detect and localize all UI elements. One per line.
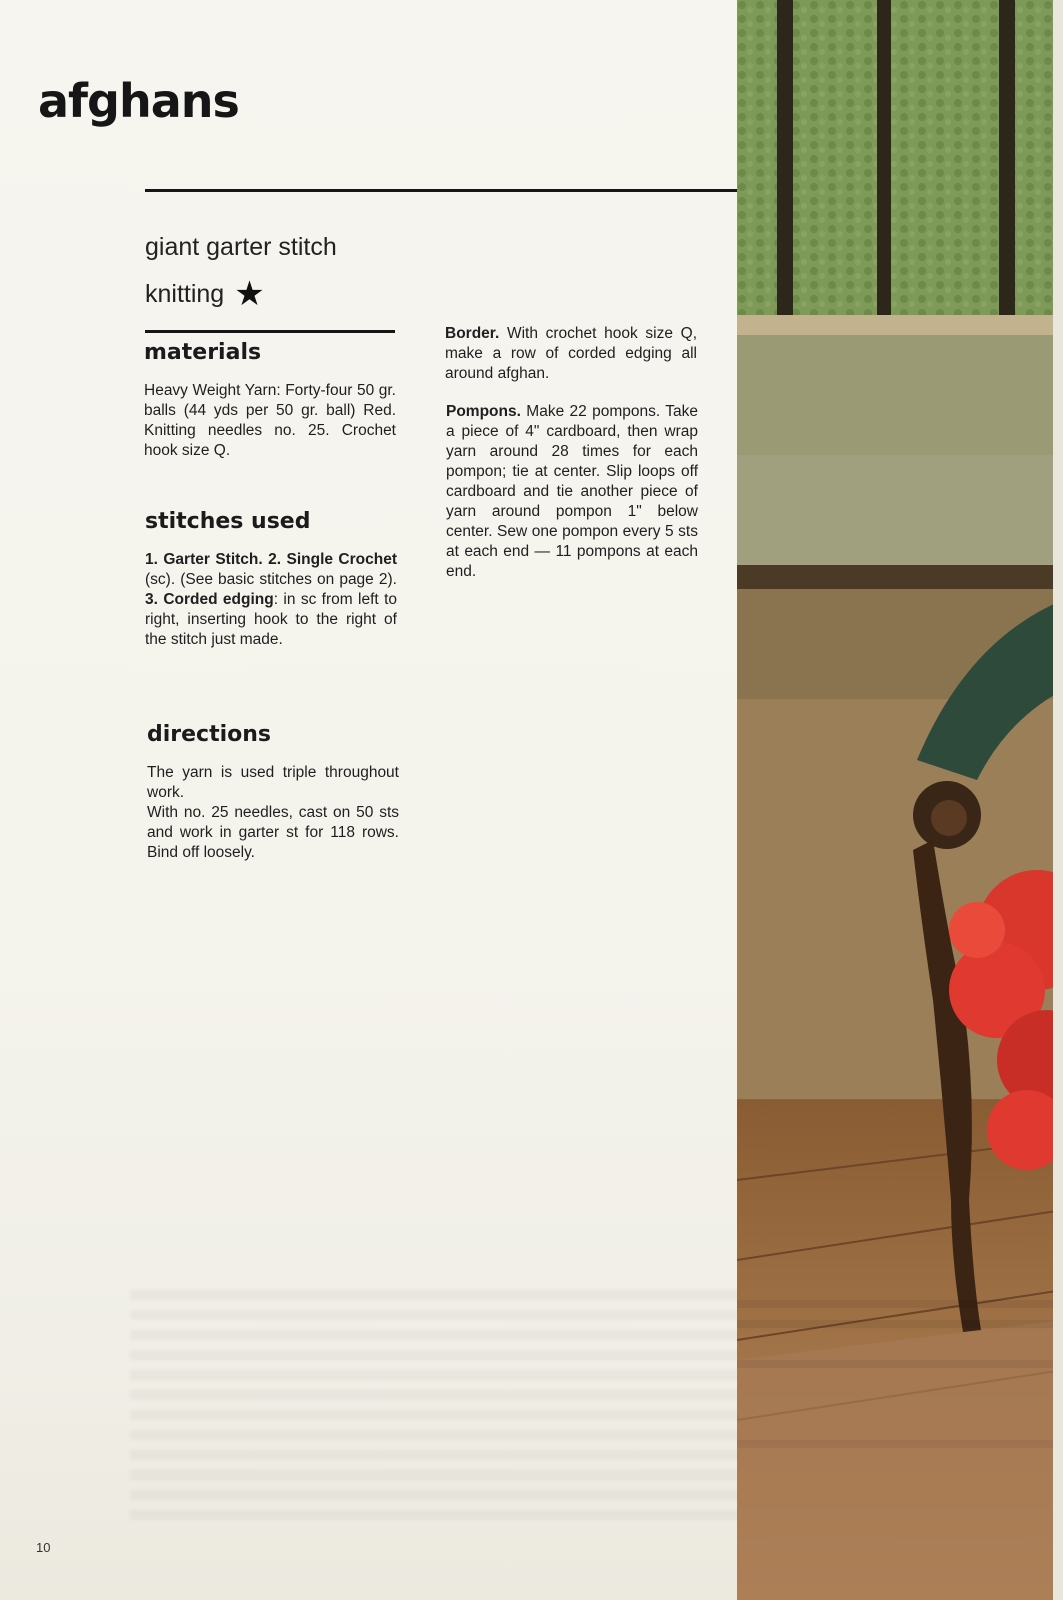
pompons-label: Pompons. <box>446 403 521 420</box>
section-rule <box>145 330 395 333</box>
stitch-2-name: Single Crochet <box>286 551 397 568</box>
window-glass <box>737 335 1063 455</box>
star-icon: ★ <box>234 275 265 313</box>
window-frame <box>737 315 1063 335</box>
pompons-section <box>446 402 698 582</box>
railing-bar <box>877 0 891 320</box>
railing-bar <box>999 0 1015 320</box>
directions-section <box>147 722 399 863</box>
page-number: 10 <box>36 1540 51 1555</box>
stitch-3-name: Corded edging <box>163 591 274 608</box>
border-section <box>445 324 697 384</box>
subtitle-line-2 <box>145 271 337 318</box>
railing-bar <box>777 0 793 330</box>
stitches-text <box>145 550 397 650</box>
page-title: afghans <box>38 74 239 128</box>
photo-illustration <box>737 0 1063 1600</box>
materials-heading: materials <box>144 340 262 365</box>
subtitle-technique: knitting <box>145 280 225 308</box>
stitch-1-name: Garter Stitch. <box>163 551 263 568</box>
directions-line-1: The yarn is used triple throughout work. <box>147 764 399 801</box>
directions-heading: directions <box>147 722 272 747</box>
stitches-section <box>145 509 398 650</box>
materials-text: Heavy Weight Yarn: Forty-four 50 gr. balls (44 yds per 50 gr. ball) Red. Knitting needles no. 25. Crochet hook size Q. <box>144 382 396 459</box>
materials-section <box>144 340 396 461</box>
stitch-2-number: 2. <box>268 551 282 568</box>
subtitle-line-1: giant garter stitch <box>145 233 337 261</box>
pattern-subtitle <box>145 224 337 318</box>
border-label: Border. <box>445 325 500 342</box>
border-body: With crochet hook size Q, make a row of corded edging all around afghan. <box>445 325 698 382</box>
stitch-3-text: : in sc from left to right, inserting hook to the right of the stitch just made. <box>145 591 398 648</box>
stitch-1-number: 1. <box>145 551 158 568</box>
pompons-body: Make 22 pompons. Take a piece of 4" cardboard, then wrap yarn around 28 times for each pompon; tie at center. Slip loops off cardboard and tie another piece of yarn around pompon 1" below center. Sew one pompon every 5 sts at each end — 11 pompons at each end. <box>446 403 699 580</box>
room-photograph <box>737 0 1063 1600</box>
border-text <box>445 324 697 384</box>
stitch-2-text: (sc). (See basic stitches on page 2). <box>145 571 397 588</box>
stitch-3-number: 3. <box>145 591 158 608</box>
page-edge <box>1053 0 1063 1600</box>
porch-floor <box>737 455 1063 565</box>
directions-line-2: With no. 25 needles, cast on 50 sts and work in garter st for 118 rows. Bind off loosely. <box>147 804 399 861</box>
stitches-heading: stitches used <box>145 509 311 534</box>
title-rule <box>145 189 737 192</box>
window-sill <box>737 565 1063 589</box>
pompons-text <box>446 402 698 582</box>
